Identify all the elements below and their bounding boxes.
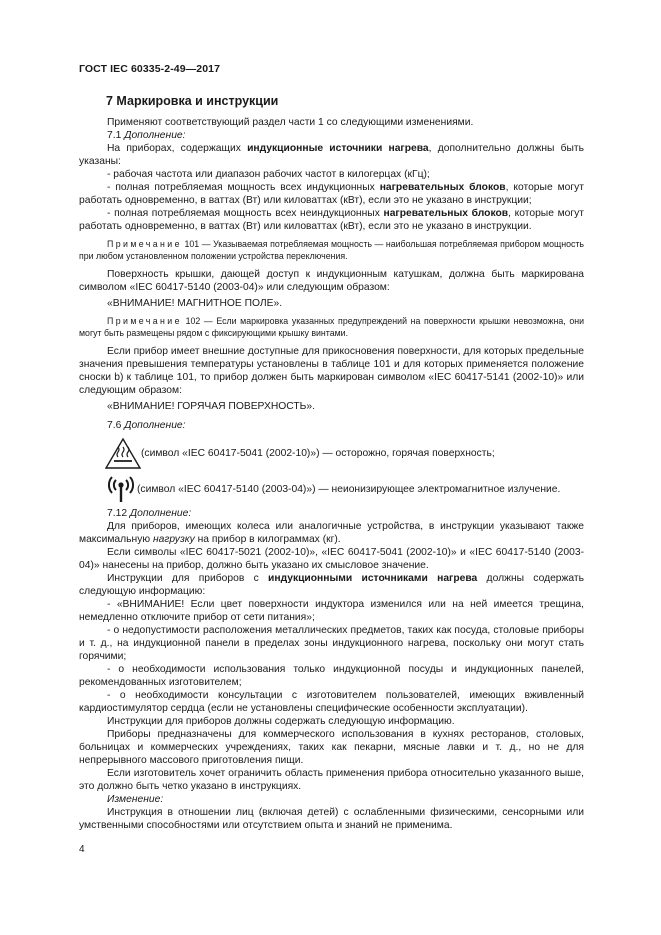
paragraph-induction-instructions: Инструкции для приборов с индукционными источниками нагрева должны содержать следующую информацию: xyxy=(79,573,585,597)
note-101: Примечание 101 — Указываемая потребляемая мощность — наибольшая потребляемая прибором мощность при любом установленном положении устройства переключения. xyxy=(79,239,584,261)
paragraph-commercial-use: Приборы предназначены для коммерческого использования в кухнях ресторанов, столовых, больницах и коммерческих учреждениях, таких как пекарни, мясные лавки и т. д., но не для непрерывного массового приготовления пищи. xyxy=(79,729,584,766)
hot-surface-warning-icon xyxy=(105,438,141,469)
list-item-warning-crack: - «ВНИМАНИЕ! Если цвет поверхности индуктора изменился или на ней имеется трещина, немедленно отключите прибор от сети питания»; xyxy=(79,599,584,623)
symbol-hot-surface-text: (символ «IEC 60417-5041 (2002-10)») — осторожно, горячая поверхность; xyxy=(141,448,495,459)
section-title: 7 Маркировка и инструкции xyxy=(106,94,279,108)
list-item-frequency: - рабочая частота или диапазон рабочих частот в килогерцах (кГц); xyxy=(107,169,430,180)
clause-7-6: 7.6 Дополнение: xyxy=(107,420,186,431)
warning-hot-surface: «ВНИМАНИЕ! ГОРЯЧАЯ ПОВЕРХНОСТЬ». xyxy=(107,401,316,412)
list-item-metal-objects: - о недопустимости расположения металлических предметов, таких как посуда, столовые приборы и т. д., на индукционной панели в пределах зоны индукционного нагрева, поскольку они могут стать горячими; xyxy=(79,625,584,662)
symbol-radiation-row xyxy=(105,475,584,504)
list-item-pacemaker: - о необходимости консультации с изготовителем пользователей, имеющих вживленный кардиостимулятор сердца (если не установлены специфические особенности эксплуатации). xyxy=(79,690,584,714)
clause-7-1: 7.1 Дополнение: xyxy=(107,130,186,141)
change-label: Изменение: xyxy=(107,794,164,805)
symbol-radiation-text: (символ «IEC 60417-5140 (2003-04)») — неионизирующее электромагнитное излучение. xyxy=(137,484,561,495)
paragraph-cover-marking: Поверхность крышки, дающей доступ к индукционным катушкам, должна быть маркирована символом «IEC 60417-5140 (2003-04)» или следующим образом: xyxy=(79,269,584,293)
warning-magnetic-field: «ВНИМАНИЕ! МАГНИТНОЕ ПОЛЕ». xyxy=(107,298,283,309)
clause-7-12: 7.12 Дополнение: xyxy=(107,508,192,519)
symbol-hot-surface-row xyxy=(105,438,584,469)
section-body xyxy=(79,116,584,832)
intro-paragraph: Применяют соответствующий раздел части 1 со следующими изменениями. xyxy=(107,117,474,128)
list-item-noninduction-power: - полная потребляемая мощность всех неиндукционных нагревательных блоков, которые могут работать одновременно, в ваттах (Вт) или киловаттах (кВт), если это не указано в инструкции. xyxy=(79,208,584,232)
standard-header: ГОСТ IEC 60335-2-49—2017 xyxy=(79,63,221,75)
non-ionizing-radiation-icon xyxy=(105,475,137,504)
paragraph-induction-marking: На приборах, содержащих индукционные источники нагрева, дополнительно должны быть указаны: xyxy=(79,143,584,167)
paragraph-instructions-info: Инструкции для приборов должны содержать следующую информацию. xyxy=(107,716,455,727)
list-item-induction-power: - полная потребляемая мощность всех индукционных нагревательных блоков, которые могут работать одновременно, в ваттах (Вт) или киловаттах (кВт), если это не указано в инструкции; xyxy=(79,182,584,206)
list-item-induction-cookware: - о необходимости использования только индукционной посуды и индукционных панелей, рекомендованных изготовителем; xyxy=(79,664,584,688)
paragraph-symbols-meaning: Если символы «IEC 60417-5021 (2002-10)», «IEC 60417-5041 (2002-10)» и «IEC 60417-5140 (2003-04)» нанесены на прибор, должно быть указано их смысловое значение. xyxy=(79,547,584,571)
paragraph-restriction: Если изготовитель хочет ограничить область применения прибора относительно указанного выше, это должно быть четко указано в инструкциях. xyxy=(79,768,584,792)
paragraph-wheels-load: Для приборов, имеющих колеса или аналогичные устройства, в инструкции указывают также максимальную нагрузку на прибор в килограммах (кг). xyxy=(79,521,584,545)
page-number: 4 xyxy=(79,844,85,855)
paragraph-hot-surfaces: Если прибор имеет внешние доступные для прикосновения поверхности, для которых предельные значения превышения температуры установлены в таблице 101 и для которых применяется положение сноски b) к таблице 101, то прибор должен быть маркирован символом «IEC 60417-5141 (2002-10)» или следующим образом: xyxy=(79,346,584,396)
paragraph-persons: Инструкция в отношении лиц (включая детей) с ослабленными физическими, сенсорными или умственными способностями или отсутствием опыта и знаний не применима. xyxy=(79,807,584,831)
note-102: Примечание 102 — Если маркировка указанных предупреждений на поверхности крышки невозможна, они могут быть размещены рядом с фиксирующими крышку винтами. xyxy=(79,316,584,338)
